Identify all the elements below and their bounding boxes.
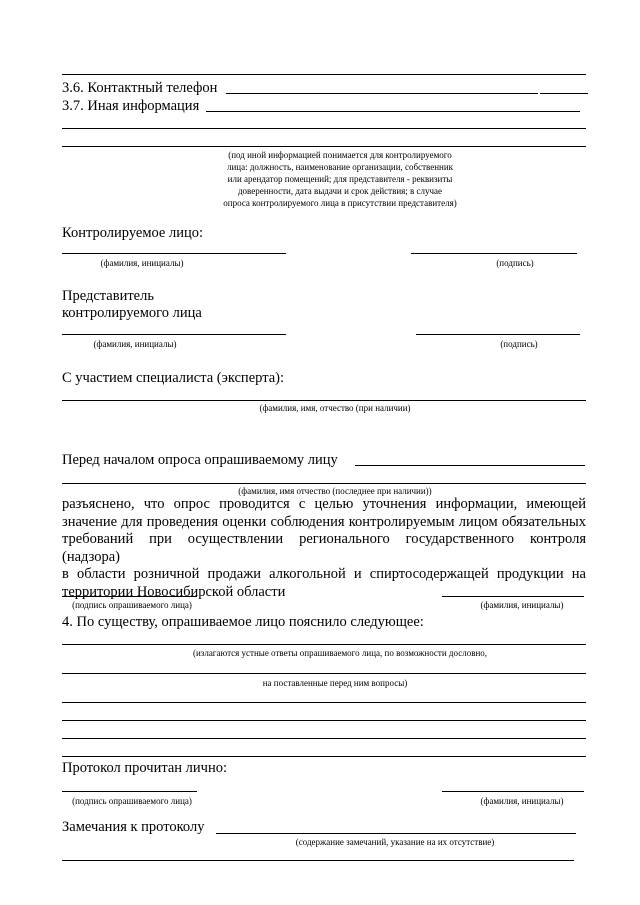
representative-name-hint: (фамилия, инициалы) <box>93 339 177 349</box>
interviewee-name-hint: (фамилия, инициалы) <box>480 600 564 610</box>
representative-signature-hint: (подпись) <box>500 339 538 349</box>
controlled-person-label: Контролируемое лицо: <box>62 225 204 241</box>
controlled-name-field[interactable] <box>62 253 286 254</box>
protocol-read-signature-field[interactable] <box>62 791 197 792</box>
answers-line-4[interactable] <box>62 720 586 721</box>
other-info-hint-5: опроса контролируемого лица в присутствии представителя) <box>223 198 457 208</box>
answers-line-2[interactable] <box>62 673 586 674</box>
remarks-line-2[interactable] <box>62 860 574 861</box>
explanation-line: в области розничной продажи алкогольной и спиртосодержащей продукции на <box>62 566 586 583</box>
representative-name-field[interactable] <box>62 334 286 335</box>
other-info-field[interactable] <box>206 111 580 112</box>
explanation-line: территории Новосибирской области <box>62 583 286 600</box>
blank-line[interactable] <box>62 74 586 75</box>
answers-hint-2: на поставленные перед ним вопросы) <box>262 678 408 688</box>
protocol-read-signature-hint: (подпись опрашиваемого лица) <box>72 796 192 806</box>
answers-line-6[interactable] <box>62 756 586 757</box>
section-4-label: 4. По существу, опрашиваемое лицо пояснило следующее: <box>62 614 424 630</box>
specialist-field[interactable] <box>62 400 586 401</box>
specialist-hint: (фамилия, имя, отчество (при наличии) <box>259 403 411 413</box>
protocol-read-label: Протокол прочитан лично: <box>62 760 228 776</box>
controlled-signature-hint: (подпись) <box>496 258 534 268</box>
interviewee-signature-field[interactable] <box>62 596 197 597</box>
remarks-hint: (содержание замечаний, указание на их отсутствие) <box>295 837 495 847</box>
remarks-label: Замечания к протоколу <box>62 819 205 835</box>
specialist-label: С участием специалиста (эксперта): <box>62 370 284 386</box>
explanation-paragraph <box>62 496 586 602</box>
interviewee-signature-hint: (подпись опрашиваемого лица) <box>72 600 192 610</box>
other-info-hint-4: доверенности, дата выдачи и срок действия; в случае <box>237 186 443 196</box>
answers-line-1[interactable] <box>62 644 586 645</box>
controlled-signature-field[interactable] <box>411 253 577 254</box>
phone-field-extra[interactable] <box>540 93 588 94</box>
controlled-name-hint: (фамилия, инициалы) <box>100 258 184 268</box>
representative-label-2: контролируемого лица <box>62 305 202 321</box>
phone-field[interactable] <box>226 93 538 94</box>
other-info-line-2[interactable] <box>62 128 586 129</box>
explanation-line: значение для проведения оценки соблюдения контролируемым лицом обязательных <box>62 513 586 530</box>
explanation-line: требований при осуществлении регионального государственного контроля (надзора) <box>62 531 586 565</box>
interviewee-name-field[interactable] <box>442 596 584 597</box>
interviewee-field-line-2[interactable] <box>62 483 586 484</box>
other-info-label: 3.7. Иная информация <box>62 98 200 114</box>
representative-label-1: Представитель <box>62 288 154 304</box>
answers-line-3[interactable] <box>62 702 586 703</box>
remarks-field[interactable] <box>216 833 576 834</box>
other-info-line-3[interactable] <box>62 146 586 147</box>
other-info-hint-1: (под иной информацией понимается для контролируемого <box>228 150 452 160</box>
answers-hint-1: (излагаются устные ответы опрашиваемого лица, по возможности дословно, <box>192 648 488 658</box>
representative-signature-field[interactable] <box>416 334 580 335</box>
protocol-read-name-hint: (фамилия, инициалы) <box>480 796 564 806</box>
answers-line-5[interactable] <box>62 738 586 739</box>
interviewee-label: Перед началом опроса опрашиваемому лицу <box>62 452 338 468</box>
interviewee-hint: (фамилия, имя отчество (последнее при наличии)) <box>238 486 432 496</box>
protocol-read-name-field[interactable] <box>442 791 584 792</box>
explanation-line: разъяснено, что опрос проводится с целью уточнения информации, имеющей <box>62 496 586 512</box>
phone-label: 3.6. Контактный телефон <box>62 80 218 96</box>
other-info-hint-2: лица: должность, наименование организации, собственник <box>226 162 454 172</box>
interviewee-field[interactable] <box>355 465 585 466</box>
other-info-hint-3: или арендатор помещений; для представителя - реквизиты <box>227 174 453 184</box>
